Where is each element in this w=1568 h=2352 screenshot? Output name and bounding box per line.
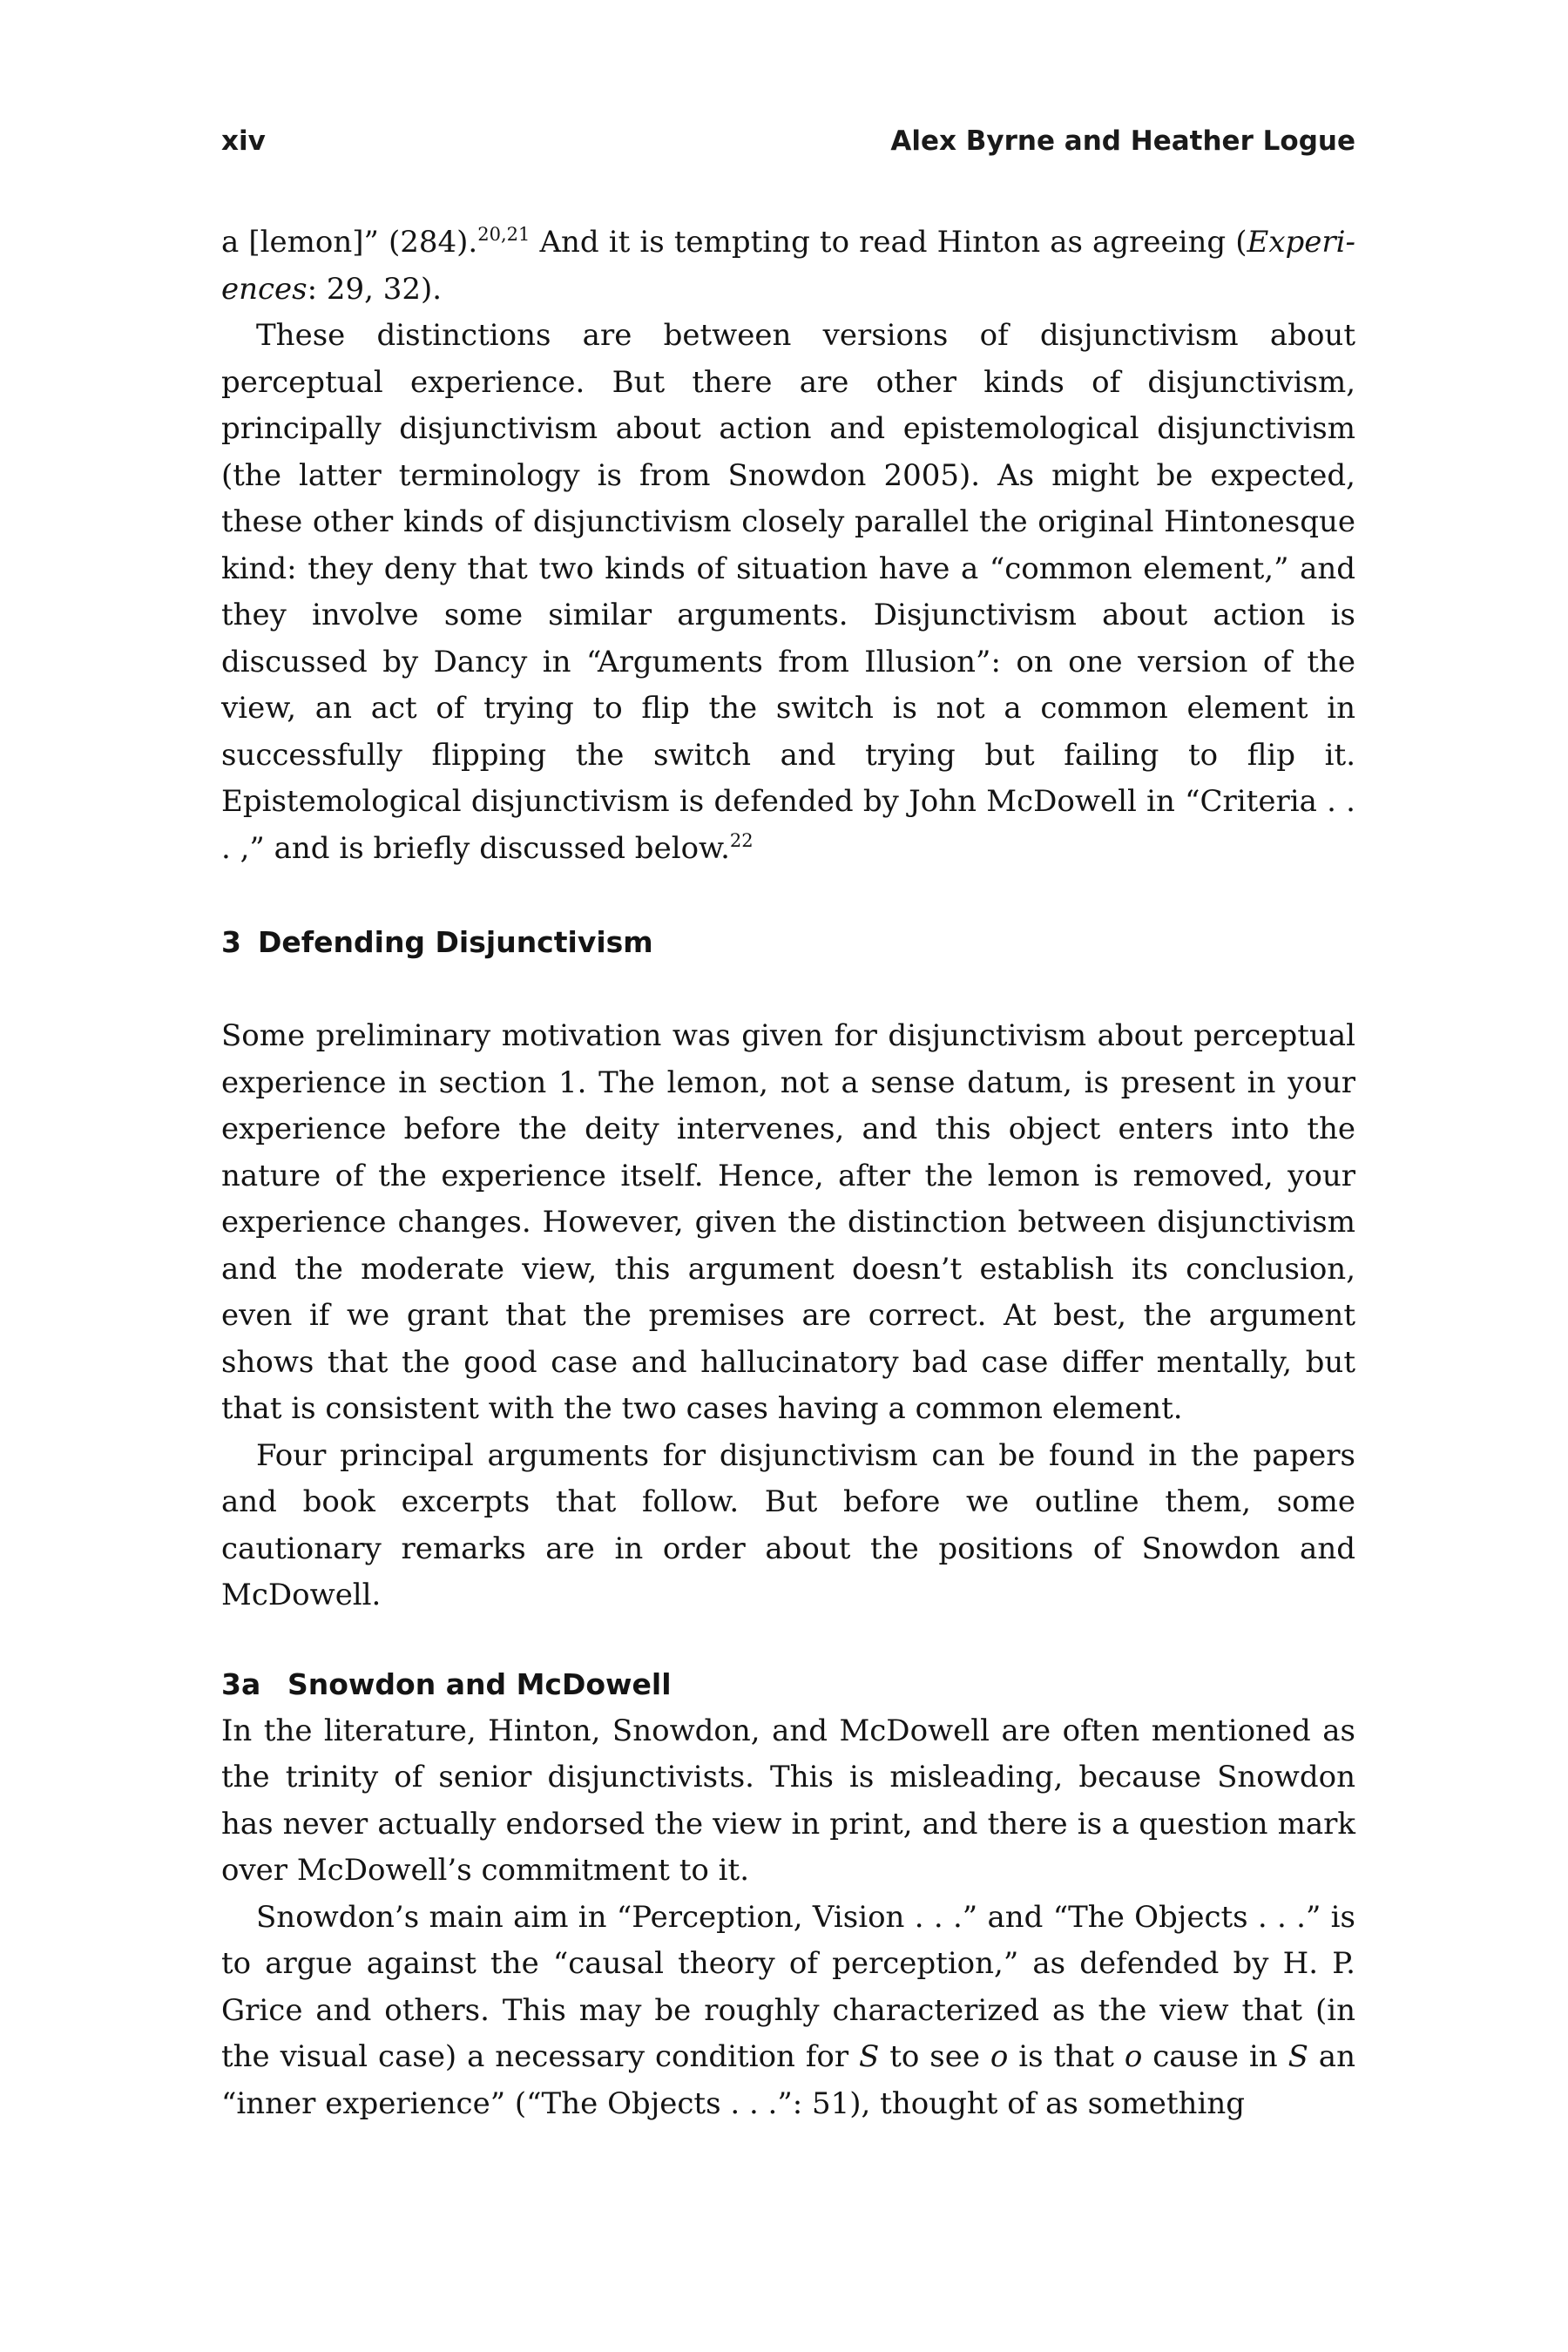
- paragraph-snowdon-aim: Snowdon’s main aim in “Perception, Vision . . .” and “The Objects . . .” is to argue against the “causal theory of perception,” as defended by H. P. Grice and others. This may be roughly characterized as the view that (in the visual case) a necessary condition for S to see o is that o cause in S an “inner experience” (“The Objects . . .”: 51), thought of as something: [221, 1899, 1355, 2121]
- paragraph-preliminary-motivation: Some preliminary motivation was given for disjunctivism about perceptual experience in section 1. The lemon, not a sense datum, is present in your experience before the deity intervenes, and this object enters into the nature of the experience itself. Hence, after the lemon is removed, your experience changes. However, given the distinction between disjunctivism and the moderate view, this argument doesn’t establish its conclusion, even if we grant that the premises are correct. At best, the argument shows that the good case and hallucinatory bad case differ mentally, but that is consistent with the two cases having a common element.: [221, 1018, 1355, 1426]
- subsection-number: 3a: [221, 1666, 261, 1701]
- running-head-authors: Alex Byrne and Heather Logue: [890, 125, 1355, 157]
- section-number: 3: [221, 925, 241, 959]
- section-title: Defending Disjunctivism: [258, 925, 653, 959]
- body-text: [221, 220, 1355, 2127]
- footnote-ref-20-21: 20,21: [477, 224, 531, 245]
- running-head: [221, 122, 1355, 166]
- book-page: [221, 122, 1355, 2127]
- subsection-title: Snowdon and McDowell: [287, 1666, 672, 1701]
- subsection-heading: [221, 1665, 1355, 1705]
- paragraph-disjunctivism-kinds: These distinctions are between versions of disjunctivism about perceptual experience. But there are other kinds of disjunctivism, principally disjunctivism about action and epistemological disjunctivism (the latter terminology is from Snowdon 2005). As might be expected, these other kinds of disjunctivism closely parallel the original Hintonesque kind: they deny that two kinds of situation have a “common element,” and they involve some similar arguments. Disjunctivism about action is discussed by Dancy in “Arguments from Illusion”: on one version of the view, an act of trying to flip the switch is not a common element in successfully flipping the switch and trying but failing to flip it. Epistemological disjunctivism is defended by John McDowell in “Criteria . . . ,” and is briefly discussed below.$^{22}$: [221, 318, 1355, 866]
- paragraph-four-arguments: Four principal arguments for disjunctivism can be found in the papers and book excerpts that follow. But before we outline them, some cautionary remarks are in order about the positions of Snowdon and McDowell.: [221, 1437, 1355, 1612]
- work-title-experiences: Experiences: [221, 225, 1356, 307]
- footnote-ref-22: 22: [729, 829, 754, 851]
- paragraph-continued: a [lemon]” (284).$^{20,21}$ And it is tempting to read Hinton as agreeing (Experiences: 29, 32).: [221, 224, 1356, 307]
- paragraph-trinity: In the literature, Hinton, Snowdon, and McDowell are often mentioned as the trinity of senior disjunctivists. This is misleading, because Snowdon has never actually endorsed the view in print, and there is a question mark over McDowell’s commitment to it.: [221, 1713, 1355, 1888]
- section-heading: [221, 923, 1355, 963]
- page-number: xiv: [221, 125, 266, 157]
